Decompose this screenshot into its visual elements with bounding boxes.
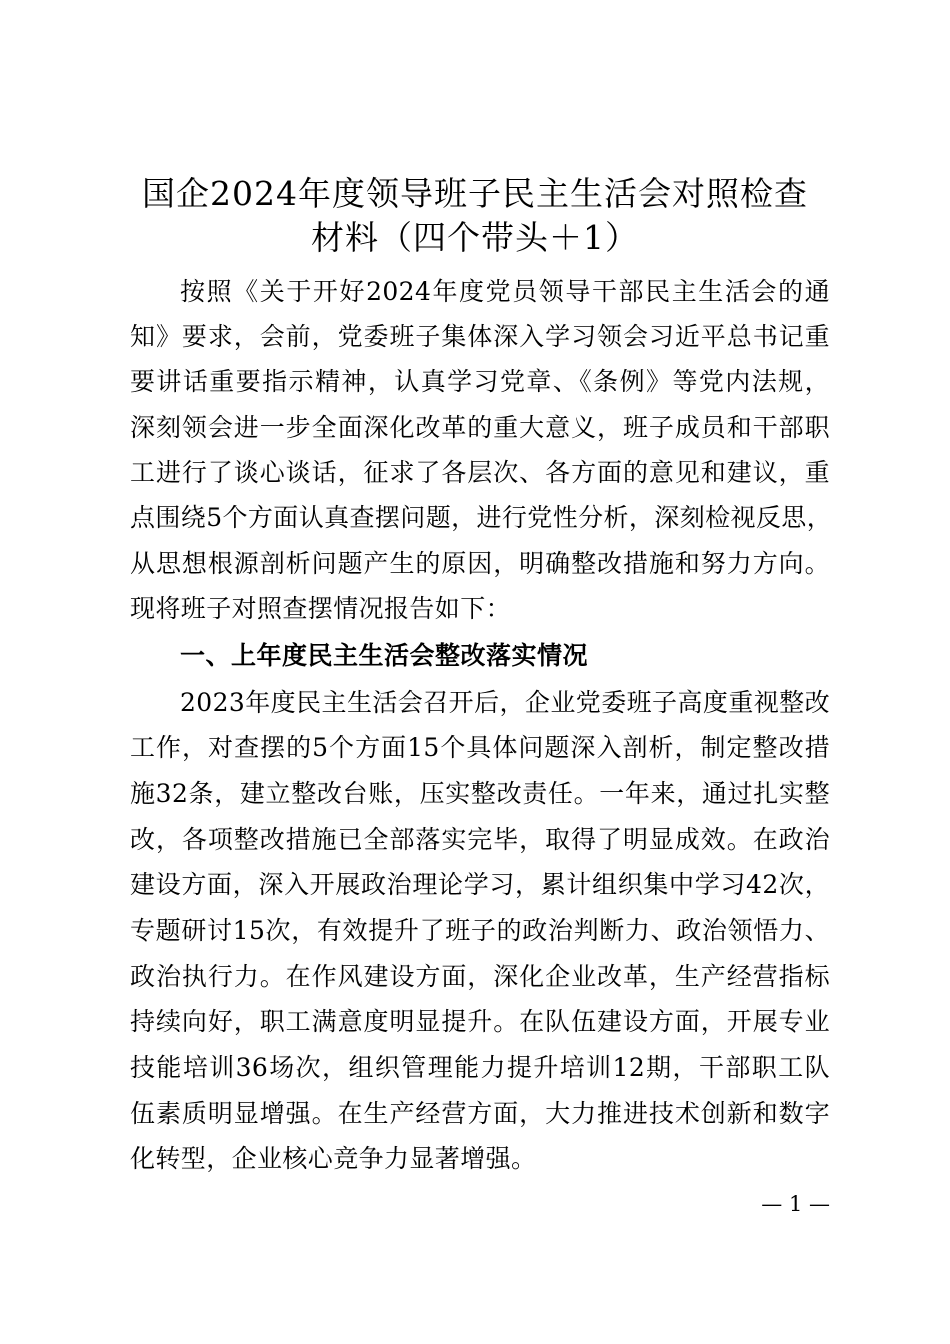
- intro-paragraph-line: 按照《关于开好2024年度党员领导干部民主生活会的通: [180, 277, 830, 306]
- intro-paragraph-line: 工进行了谈心谈话，征求了各层次、各方面的意见和建议，重: [130, 458, 830, 487]
- section-paragraph-line: 政治执行力。在作风建设方面，深化企业改革，生产经营指标: [130, 962, 830, 991]
- section-paragraph-line: 改，各项整改措施已全部落实完毕，取得了明显成效。在政治: [130, 825, 830, 854]
- intro-paragraph-line: 从思想根源剖析问题产生的原因，明确整改措施和努力方向。: [130, 549, 830, 578]
- section-paragraph-line: 专题研讨15次，有效提升了班子的政治判断力、政治领悟力、: [130, 916, 830, 945]
- intro-paragraph-line: 现将班子对照查摆情况报告如下：: [130, 594, 512, 623]
- document-title-line-1: 国企2024年度领导班子民主生活会对照检查: [142, 174, 808, 213]
- intro-paragraph-line: 知》要求，会前，党委班子集体深入学习领会习近平总书记重: [130, 322, 830, 351]
- section-paragraph-line: 建设方面，深入开展政治理论学习，累计组织集中学习42次，: [130, 870, 830, 899]
- section-paragraph-line: 2023年度民主生活会召开后，企业党委班子高度重视整改: [180, 688, 830, 717]
- section-paragraph-line: 化转型，企业核心竞争力显著增强。: [130, 1144, 537, 1173]
- section-paragraph-line: 伍素质明显增强。在生产经营方面，大力推进技术创新和数字: [130, 1099, 830, 1128]
- page-number: — 1 —: [761, 1192, 830, 1216]
- section-paragraph-line: 施32条，建立整改台账，压实整改责任。一年来，通过扎实整: [130, 779, 830, 808]
- section-heading: 一、上年度民主生活会整改落实情况: [180, 641, 589, 670]
- section-paragraph-line: 持续向好，职工满意度明显提升。在队伍建设方面，开展专业: [130, 1007, 830, 1036]
- intro-paragraph-line: 点围绕5个方面认真查摆问题，进行党性分析，深刻检视反思，: [130, 503, 833, 532]
- document-title-line-2: 材料（四个带头＋1）: [311, 218, 639, 257]
- intro-paragraph-line: 深刻领会进一步全面深化改革的重大意义，班子成员和干部职: [130, 413, 830, 442]
- intro-paragraph-line: 要讲话重要指示精神，认真学习党章、《条例》等党内法规，: [130, 367, 830, 396]
- section-paragraph-line: 技能培训36场次，组织管理能力提升培训12期，干部职工队: [130, 1053, 830, 1082]
- section-paragraph-line: 工作，对查摆的5个方面15个具体问题深入剖析，制定整改措: [130, 733, 830, 762]
